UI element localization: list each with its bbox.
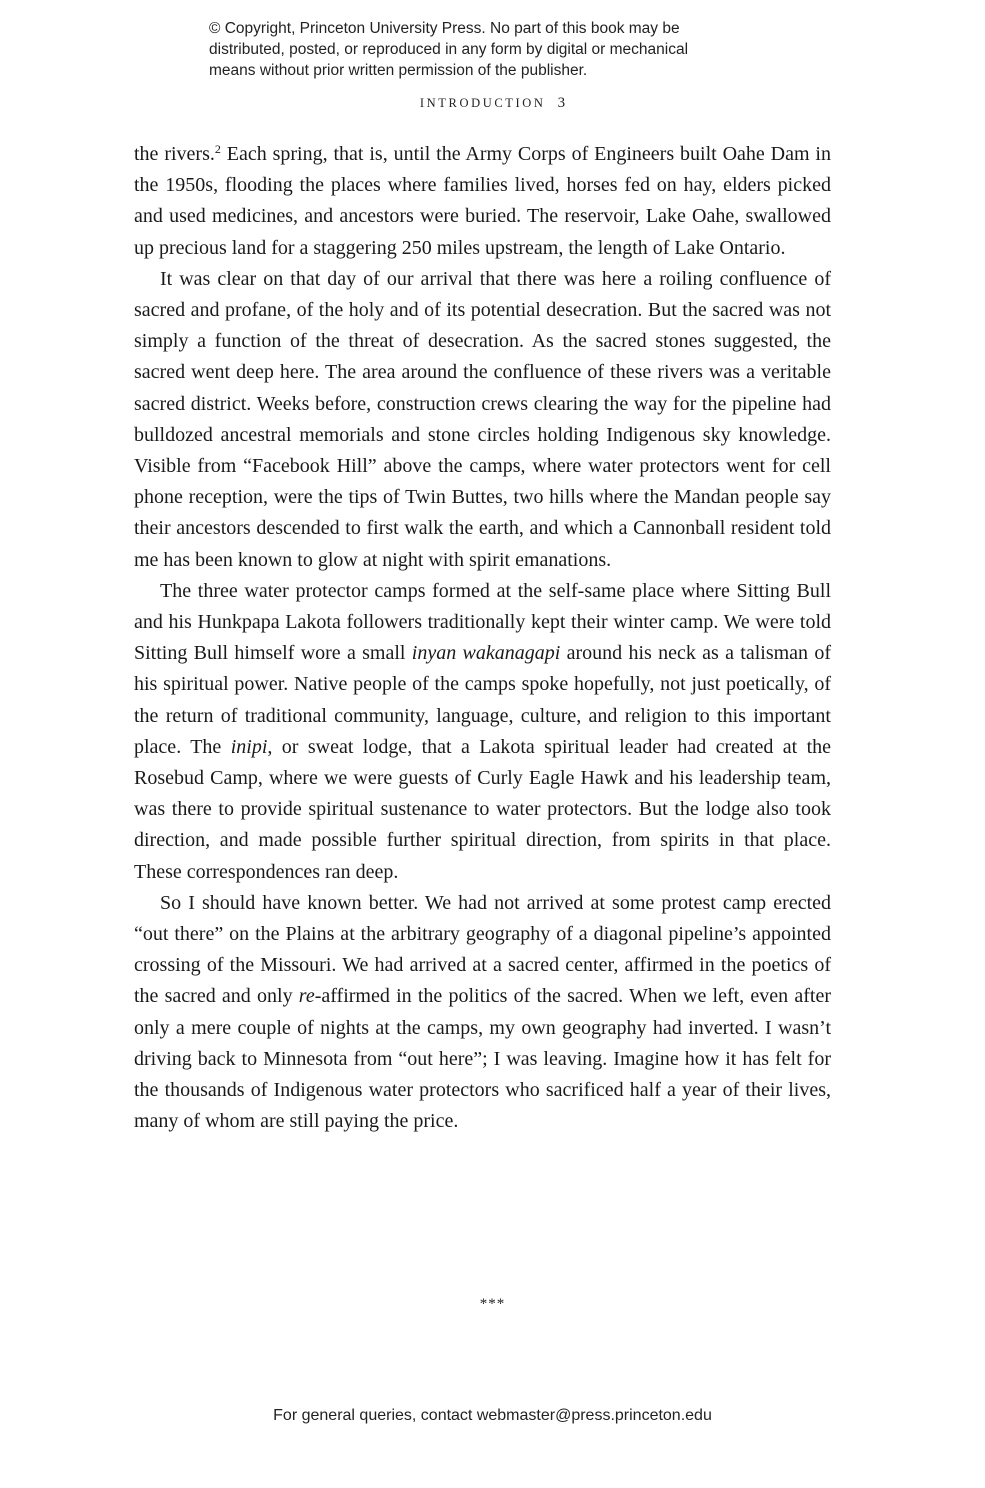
section-break: *** xyxy=(479,1296,506,1312)
paragraph-4 xyxy=(134,888,831,1138)
body-text xyxy=(134,139,831,1138)
copyright-line-1: © Copyright, Princeton University Press. No part of this book may be xyxy=(209,20,680,37)
paragraph-3-text-c: , or sweat lodge, that a Lakota spiritual leader had created at the Rosebud Camp, where we were guests of Curly Eagle Hawk and his leadership team, was there to provide spiritual sustenance to water protectors. But the lodge also took direction, and made possible further spiritual direction, from spirits in that place. These correspondences ran deep. xyxy=(134,735,832,883)
paragraph-1 xyxy=(134,139,831,264)
footer-contact: For general queries, contact webmaster@press.princeton.edu xyxy=(273,1407,712,1424)
copyright-line-2: distributed, posted, or reproduced in any form by digital or mechanical xyxy=(209,41,689,58)
paragraph-4-text-b: -affirmed in the politics of the sacred. When we left, even after only a mere couple of nights at the camps, my own geography had inverted. I wasn’t driving back to Minnesota from “out here”; I was leaving. Imagine how it has felt for the thousands of Indigenous water protectors who sacrificed half a year of their lives, many of whom are still paying the price. xyxy=(134,985,831,1133)
italic-term-inipi: inipi xyxy=(230,735,268,758)
paragraph-3 xyxy=(134,576,831,888)
paragraph-2: It was clear on that day of our arrival that there was here a roiling confluence of sacred and profane, of the holy and of its potential desecration. But the sacred was not simply a function of the threat of desecration. As the sacred stones suggested, the sacred went deep here. The area around the confluence of these rivers was a veritable sacred district. Weeks before, construction crews clearing the way for the pipeline had bulldozed ancestral memorials and stone circles holding Indigenous sky knowledge. Visible from “Facebook Hill” above the camps, where water protectors went for cell phone reception, were the tips of Twin Buttes, two hills where the Mandan people say their ancestors descended to first walk the earth, and which a Cannonball resident told me has been known to glow at night with spirit emanations. xyxy=(134,267,831,571)
paragraph-3-text-b: around his neck as a talisman of his spiritual power. Native people of the camps spoke hopefully, not just poetically, of the return of traditional community, language, culture, and religion to this important place. The xyxy=(134,642,832,758)
copyright-line-3: means without prior written permission of the publisher. xyxy=(209,62,588,79)
footnote-ref-2[interactable]: 2 xyxy=(214,142,221,156)
italic-prefix-re: re xyxy=(298,985,315,1008)
copyright-notice xyxy=(209,18,809,81)
page-number: 3 xyxy=(557,95,566,111)
paragraph-1-text-a: the rivers. xyxy=(134,143,215,165)
paragraph-3-text-a: The three water protector camps formed at the self-same place where Sitting Bull and his Hunkpapa Lakota followers traditionally kept their winter camp. We were told Sitting Bull himself wore a small xyxy=(134,579,831,665)
paragraph-4-text-a: So I should have known better. We had not arrived at some protest camp erected “out there” on the Plains at the arbitrary geography of a diagonal pipeline’s appointed crossing of the Missouri. We had arrived at a sacred center, affirmed in the poetics of the sacred and only xyxy=(134,891,831,1008)
chapter-title: INTRODUCTION xyxy=(419,96,546,110)
paragraph-1-text-b: Each spring, that is, until the Army Corps of Engineers built Oahe Dam in the 1950s, flooding the places where families lived, horses fed on hay, elders picked and used medicines, and ancestors were buried. The reservoir, Lake Oahe, swallowed up precious land for a staggering 250 miles upstream, the length of Lake Ontario. xyxy=(134,143,831,259)
italic-term-inyan-wakanagapi: inyan wakanagapi xyxy=(411,642,561,665)
running-head xyxy=(0,95,985,112)
